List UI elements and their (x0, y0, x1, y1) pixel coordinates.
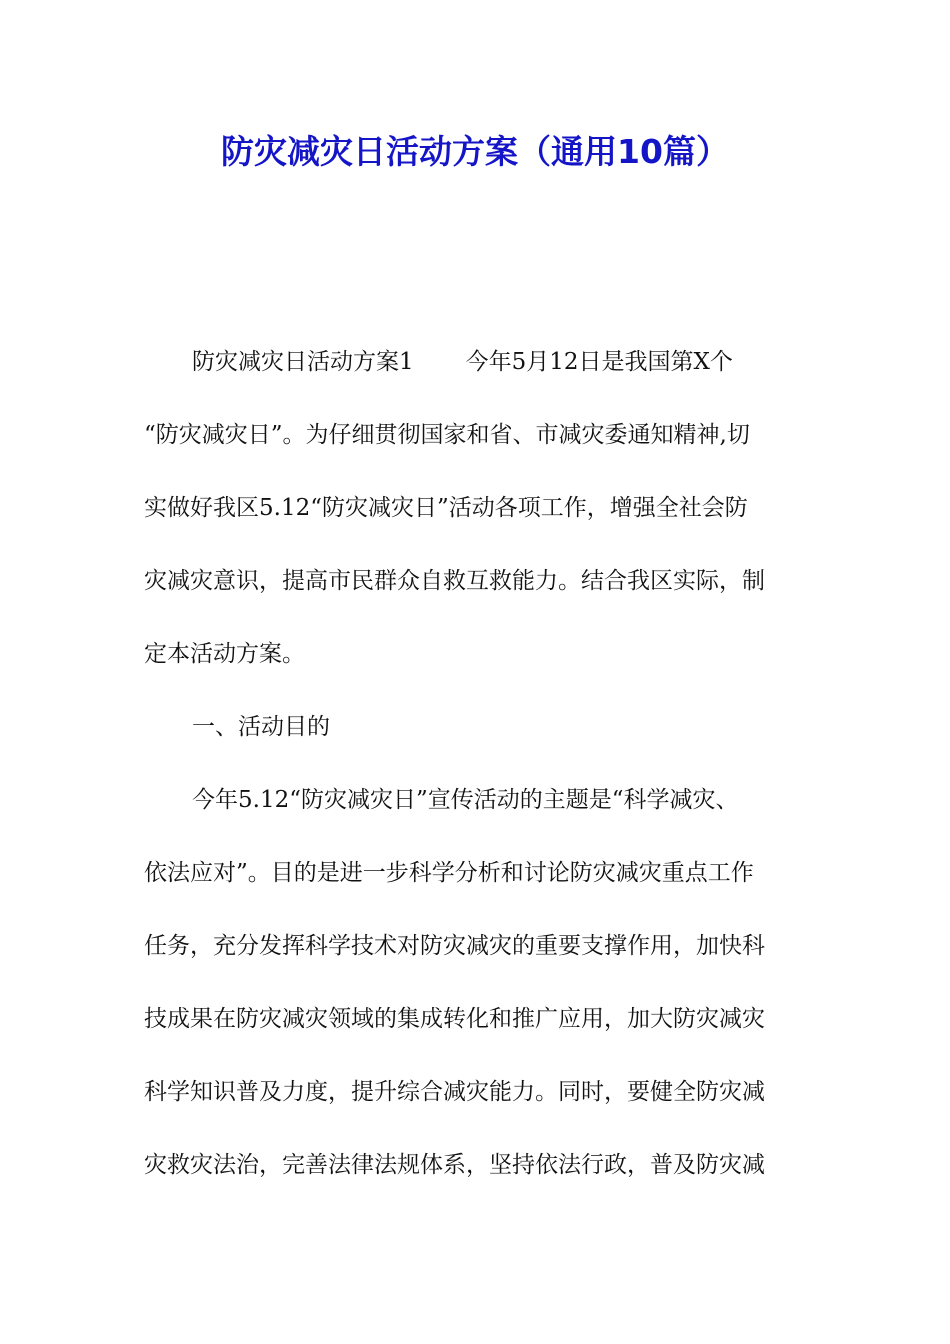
paragraph-line: 科学知识普及力度，提升综合减灾能力。同时，要健全防灾减 (144, 1079, 765, 1105)
document-body (144, 326, 806, 1202)
paragraph-line: 定本活动方案。 (144, 641, 305, 667)
paragraph-line: 灾减灾意识，提高市民群众自救互救能力。结合我区实际，制 (144, 568, 765, 594)
document-title: 防灾减灾日活动方案（通用10篇） (221, 132, 729, 171)
paragraph-line: 任务，充分发挥科学技术对防灾减灾的重要支撑作用，加快科 (144, 933, 765, 959)
paragraph-line: 灾救灾法治，完善法律法规体系，坚持依法行政，普及防灾减 (144, 1152, 765, 1178)
paragraph-line: 实做好我区5.12“防灾减灾日”活动各项工作，增强全社会防 (144, 495, 748, 521)
paragraph-text: 今年5月12日是我国第X个 (465, 349, 733, 375)
paragraph-line: 依法应对”。目的是进一步科学分析和讨论防灾减灾重点工作 (144, 860, 754, 886)
paragraph-line: “防灾减灾日”。为仔细贯彻国家和省、市减灾委通知精神,切 (144, 422, 750, 448)
paragraph-line (144, 326, 806, 399)
section-heading-text: 防灾减灾日活动方案1 (192, 349, 414, 375)
paragraph-line: 今年5.12“防灾减灾日”宣传活动的主题是“科学减灾、 (192, 787, 739, 813)
section-heading: 一、活动目的 (192, 714, 330, 740)
paragraph-line: 技成果在防灾减灾领域的集成转化和推广应用，加大防灾减灾 (144, 1006, 765, 1032)
